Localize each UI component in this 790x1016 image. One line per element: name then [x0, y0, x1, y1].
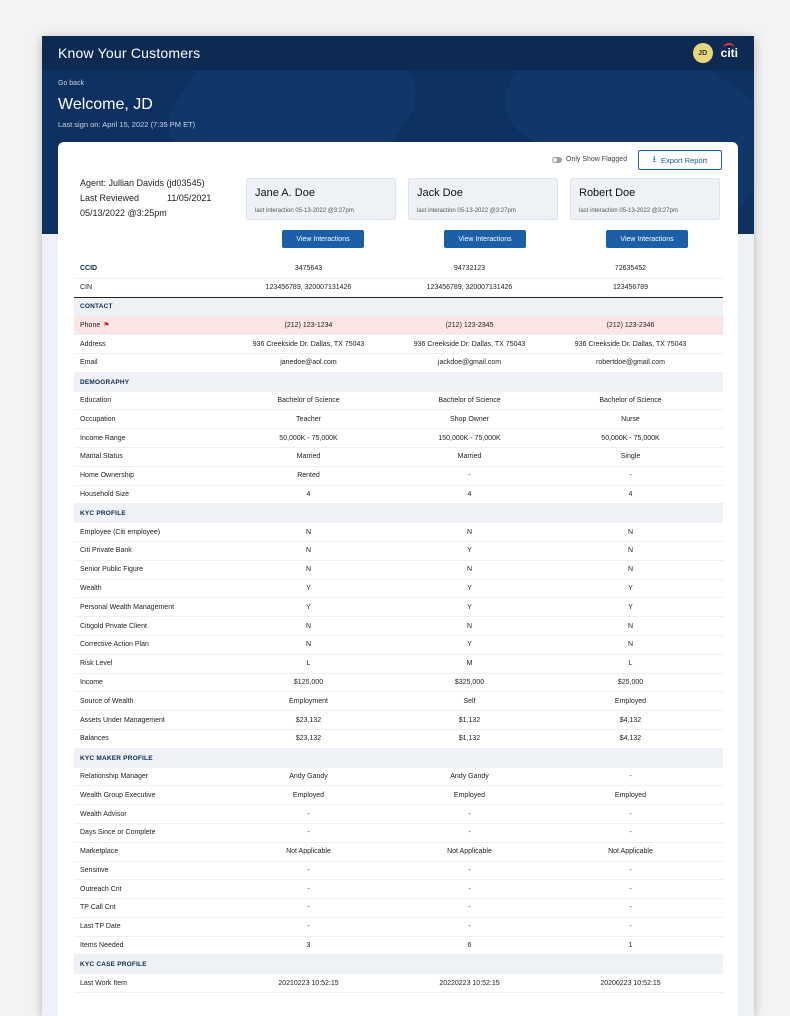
table-cell: robertdoe@gmail.com: [596, 359, 665, 367]
row-label-text: Address: [80, 340, 106, 348]
row-label: [74, 303, 228, 310]
table-cell: Bachelor of Science: [438, 396, 501, 404]
section-header: [74, 373, 723, 392]
table-cell: Bachelor of Science: [277, 396, 340, 404]
table-cell: N: [466, 528, 473, 536]
table-cell: -: [629, 885, 632, 893]
table-row: [74, 542, 723, 561]
row-label: [74, 904, 228, 911]
table-cell: Bachelor of Science: [599, 396, 662, 404]
table-cell: 123456789: [612, 284, 649, 292]
table-cell: 72635452: [614, 265, 647, 273]
table-cell: -: [629, 866, 632, 874]
table-cell: -: [468, 866, 471, 874]
table-cell: L: [628, 660, 633, 668]
table-row: [74, 730, 723, 749]
view-interactions-button[interactable]: View Interactions: [606, 230, 688, 248]
table-cell: N: [627, 566, 634, 574]
table-row: [74, 467, 723, 486]
row-label-text: Email: [80, 359, 98, 367]
table-cell: Not Applicable: [447, 848, 492, 856]
row-label: [74, 265, 228, 272]
table-cell: -: [629, 810, 632, 818]
table-cell: (212) 123-1234: [284, 321, 333, 329]
table-cell: 50,000K - 75,000K: [601, 434, 660, 442]
app-title: Know Your Customers: [58, 45, 201, 61]
table-cell: -: [307, 923, 310, 931]
row-label: [74, 604, 228, 611]
table-cell: -: [629, 472, 632, 480]
section-header: [74, 955, 723, 974]
table-cell: 936 Creekside Dr. Dallas, TX 75043: [574, 340, 687, 348]
table-cell: Employed: [614, 791, 647, 799]
row-label: [74, 529, 228, 536]
table-cell: Teacher: [296, 415, 321, 423]
section-header: [74, 298, 723, 317]
table-cell: $125,000: [293, 678, 324, 686]
table-cell: 94732123: [453, 265, 486, 273]
row-label: [74, 359, 228, 366]
table-cell: L: [306, 660, 311, 668]
table-cell: Self: [463, 697, 476, 705]
row-label: [74, 435, 228, 442]
row-label-text: Balances: [80, 735, 109, 743]
table-cell: -: [307, 829, 310, 837]
row-label-text: Last Work Item: [80, 979, 127, 987]
go-back-link[interactable]: Go back: [58, 80, 85, 87]
row-label: [74, 472, 228, 479]
row-label: [74, 341, 228, 348]
kyc-table: [74, 260, 723, 993]
row-label-text: Marital Status: [80, 453, 123, 461]
row-label-text: Home Ownership: [80, 472, 135, 480]
row-label: [74, 792, 228, 799]
row-label-text: CONTACT: [80, 303, 113, 311]
top-bar: [42, 36, 754, 70]
table-cell: N: [305, 528, 312, 536]
row-label: [74, 547, 228, 554]
table-cell: 4: [467, 490, 472, 498]
row-label-text: Last TP Date: [80, 923, 121, 931]
table-cell: janedoe@aol.com: [280, 359, 337, 367]
row-label: [74, 980, 228, 987]
row-label-text: Occupation: [80, 415, 116, 423]
table-cell: 936 Creekside Dr. Dallas, TX 75043: [413, 340, 526, 348]
row-label: [74, 641, 228, 648]
row-label-text: Sensitive: [80, 866, 109, 874]
table-cell: Married: [457, 453, 482, 461]
row-label-text: Senior Public Figure: [80, 566, 144, 574]
row-label-text: CIN: [80, 284, 93, 292]
table-row: [74, 655, 723, 674]
avatar[interactable]: JD: [693, 43, 713, 63]
table-cell: N: [305, 566, 312, 574]
row-label-text: Items Needed: [80, 942, 124, 950]
row-label: [74, 397, 228, 404]
table-cell: -: [468, 904, 471, 912]
table-cell: $23,132: [295, 716, 322, 724]
table-cell: -: [629, 772, 632, 780]
table-cell: 3475643: [294, 265, 323, 273]
row-label-text: Marketplace: [80, 848, 119, 856]
row-label-text: Corrective Action Plan: [80, 641, 149, 649]
table-cell: $25,000: [617, 678, 644, 686]
table-row: [74, 899, 723, 918]
row-label-text: Days Since or Complete: [80, 829, 156, 837]
welcome-heading: Welcome, JD: [58, 96, 153, 113]
agent-name: Agent: Jullian Davids (jd03545): [80, 178, 205, 188]
row-label: [74, 755, 228, 762]
table-cell: 150,000K - 75,000K: [438, 434, 501, 442]
table-cell: 123456789, 320007131426: [265, 284, 352, 292]
table-cell: N: [466, 622, 473, 630]
table-cell: -: [307, 810, 310, 818]
download-icon: ⭳: [652, 154, 656, 164]
table-cell: Andy Gandy: [450, 772, 489, 780]
table-cell: jackdoe@gmail.com: [437, 359, 502, 367]
row-label-text: Wealth: [80, 584, 102, 592]
row-label-text: Household Size: [80, 490, 130, 498]
table-cell: N: [305, 641, 312, 649]
row-label-text: Wealth Group Executive: [80, 791, 156, 799]
table-row: [74, 260, 723, 279]
row-label: [74, 679, 228, 686]
row-label: [74, 942, 228, 949]
table-cell: Y: [306, 584, 311, 592]
table-cell: Shop Owner: [450, 415, 489, 423]
flag-icon: ⚑: [103, 322, 110, 330]
table-row: [74, 636, 723, 655]
table-cell: Y: [467, 584, 472, 592]
table-row: [74, 974, 723, 993]
row-label: [74, 510, 228, 517]
table-row: [74, 880, 723, 899]
table-cell: Employment: [289, 697, 328, 705]
row-label: [74, 623, 228, 630]
row-label-text: KYC PROFILE: [80, 510, 126, 518]
last-interaction: last interaction 05-13-2022 @3:27pm: [417, 208, 516, 214]
customer-name: Jack Doe: [417, 187, 463, 199]
table-cell: Y: [467, 603, 472, 611]
table-cell: -: [307, 866, 310, 874]
reviewed-time: 05/13/2022 @3:25pm: [80, 208, 167, 218]
table-cell: N: [305, 622, 312, 630]
row-label: [74, 848, 228, 855]
row-label: [74, 698, 228, 705]
row-label-text: Risk Level: [80, 660, 113, 668]
table-row: [74, 692, 723, 711]
table-cell: 1: [628, 942, 633, 950]
row-label: [74, 566, 228, 573]
row-label-text: Citi Private Bank: [80, 547, 132, 555]
table-row: [74, 768, 723, 787]
table-cell: (212) 123-2346: [606, 321, 655, 329]
row-label: [74, 379, 228, 386]
customer-name: Jane A. Doe: [255, 187, 315, 199]
table-cell: Employed: [614, 697, 647, 705]
table-cell: Employed: [292, 791, 325, 799]
customer-card: [246, 178, 396, 220]
row-label: [74, 735, 228, 742]
only-flagged-toggle[interactable]: [552, 156, 627, 163]
table-row: [74, 316, 723, 335]
table-cell: 936 Creekside Dr. Dallas, TX 75043: [252, 340, 365, 348]
table-cell: -: [629, 923, 632, 931]
export-report-button[interactable]: [638, 150, 722, 170]
table-cell: 20220223 10:52:15: [439, 979, 500, 987]
table-row: [74, 805, 723, 824]
app-window: [42, 36, 754, 1016]
row-label-text: Source of Wealth: [80, 697, 134, 705]
table-cell: N: [627, 547, 634, 555]
table-row: [74, 429, 723, 448]
table-cell: Y: [467, 641, 472, 649]
table-cell: $4,132: [619, 716, 642, 724]
row-label: [74, 453, 228, 460]
table-cell: Y: [467, 547, 472, 555]
row-label: [74, 867, 228, 874]
toggle-switch-icon[interactable]: [552, 157, 562, 163]
table-row: [74, 335, 723, 354]
table-row: [74, 279, 723, 298]
table-cell: Not Applicable: [608, 848, 653, 856]
table-cell: -: [629, 829, 632, 837]
table-row: [74, 786, 723, 805]
row-label-text: Phone: [80, 322, 101, 330]
table-cell: Y: [628, 584, 633, 592]
table-cell: N: [627, 622, 634, 630]
logo-text: citi: [720, 46, 738, 60]
section-header: [74, 749, 723, 768]
row-label-text: Citigold Private Client: [80, 622, 147, 630]
customer-card: [570, 178, 720, 220]
section-header: [74, 504, 723, 523]
table-cell: -: [629, 904, 632, 912]
table-cell: N: [466, 566, 473, 574]
table-cell: 50,000K - 75,000K: [279, 434, 338, 442]
table-row: [74, 617, 723, 636]
row-label-text: Outreach Cnt: [80, 885, 122, 893]
row-label: [74, 886, 228, 893]
table-row: [74, 410, 723, 429]
last-reviewed-label: Last Reviewed: [80, 193, 140, 203]
row-label: [74, 717, 228, 724]
table-cell: N: [305, 547, 312, 555]
table-cell: M: [466, 660, 473, 668]
table-cell: -: [468, 885, 471, 893]
table-cell: Rented: [297, 472, 320, 480]
logo-arc-icon: [723, 43, 735, 50]
table-row: [74, 862, 723, 881]
table-cell: $23,132: [295, 735, 322, 743]
row-label-text: Income Range: [80, 434, 126, 442]
citi-logo: [721, 46, 738, 60]
row-label: [74, 321, 228, 329]
table-row: [74, 448, 723, 467]
row-label-text: KYC CASE PROFILE: [80, 961, 147, 969]
last-interaction: last interaction 05-13-2022 @3:27pm: [255, 208, 354, 214]
row-label-text: Income: [80, 678, 103, 686]
table-cell: Single: [620, 453, 641, 461]
table-cell: N: [627, 528, 634, 536]
row-label-text: KYC MAKER PROFILE: [80, 754, 153, 762]
row-label: [74, 829, 228, 836]
table-row: [74, 598, 723, 617]
table-cell: N: [627, 641, 634, 649]
table-cell: $1,132: [458, 735, 481, 743]
table-cell: Andy Gandy: [289, 772, 328, 780]
row-label: [74, 416, 228, 423]
table-row: [74, 674, 723, 693]
table-row: [74, 486, 723, 505]
table-cell: 6: [467, 942, 472, 950]
table-cell: -: [468, 472, 471, 480]
table-row: [74, 918, 723, 937]
table-cell: (212) 123-2345: [445, 321, 494, 329]
table-row: [74, 937, 723, 956]
last-interaction: last interaction 05-13-2022 @3:27pm: [579, 208, 678, 214]
last-reviewed-date: 11/05/2021: [167, 193, 212, 203]
customer-name: Robert Doe: [579, 187, 636, 199]
view-interactions-button[interactable]: View Interactions: [444, 230, 526, 248]
row-label-text: Education: [80, 396, 112, 404]
row-label-text: Wealth Advisor: [80, 810, 127, 818]
view-interactions-button[interactable]: View Interactions: [282, 230, 364, 248]
row-label-text: Relationship Manager: [80, 772, 149, 780]
row-label: [74, 585, 228, 592]
row-label-text: TP Call Cnt: [80, 904, 116, 912]
toggle-label: Only Show Flagged: [566, 156, 628, 163]
table-cell: -: [468, 923, 471, 931]
customer-comparison-card: [58, 142, 738, 1016]
row-label: [74, 961, 228, 968]
row-label: [74, 660, 228, 667]
row-label-text: Employee (Citi employee): [80, 528, 161, 536]
table-row: [74, 561, 723, 580]
row-label: [74, 284, 228, 291]
export-label: Export Report: [660, 155, 708, 165]
table-cell: 4: [628, 490, 633, 498]
table-cell: Employed: [453, 791, 486, 799]
row-label: [74, 811, 228, 818]
table-cell: $325,000: [454, 678, 485, 686]
agent-info: [80, 178, 211, 223]
table-cell: $1,132: [458, 716, 481, 724]
table-cell: Y: [306, 603, 311, 611]
row-label: [74, 491, 228, 498]
row-label-text: CCID: [80, 265, 98, 273]
table-cell: -: [307, 904, 310, 912]
table-cell: -: [468, 810, 471, 818]
table-cell: 20200223 10:52:15: [600, 979, 661, 987]
table-cell: 4: [306, 490, 311, 498]
table-row: [74, 711, 723, 730]
table-cell: 123456789, 320007131426: [426, 284, 513, 292]
table-cell: 3: [306, 942, 311, 950]
row-label-text: Assets Under Management: [80, 716, 165, 724]
customer-card: [408, 178, 558, 220]
table-row: [74, 523, 723, 542]
table-row: [74, 580, 723, 599]
table-cell: 20210223 10:52:15: [278, 979, 339, 987]
table-cell: $4,132: [619, 735, 642, 743]
row-label-text: Personal Wealth Management: [80, 603, 175, 611]
table-row: [74, 824, 723, 843]
table-cell: Nurse: [621, 415, 640, 423]
row-label-text: DEMOGRAPHY: [80, 378, 130, 386]
row-label: [74, 773, 228, 780]
table-row: [74, 843, 723, 862]
table-cell: Not Applicable: [286, 848, 331, 856]
table-cell: -: [307, 885, 310, 893]
last-sign-on: Last sign on: April 15, 2022 (7:35 PM ET): [58, 120, 196, 129]
table-cell: Married: [296, 453, 321, 461]
table-cell: Y: [628, 603, 633, 611]
table-row: [74, 392, 723, 411]
table-row: [74, 354, 723, 373]
table-cell: -: [468, 829, 471, 837]
row-label: [74, 923, 228, 930]
